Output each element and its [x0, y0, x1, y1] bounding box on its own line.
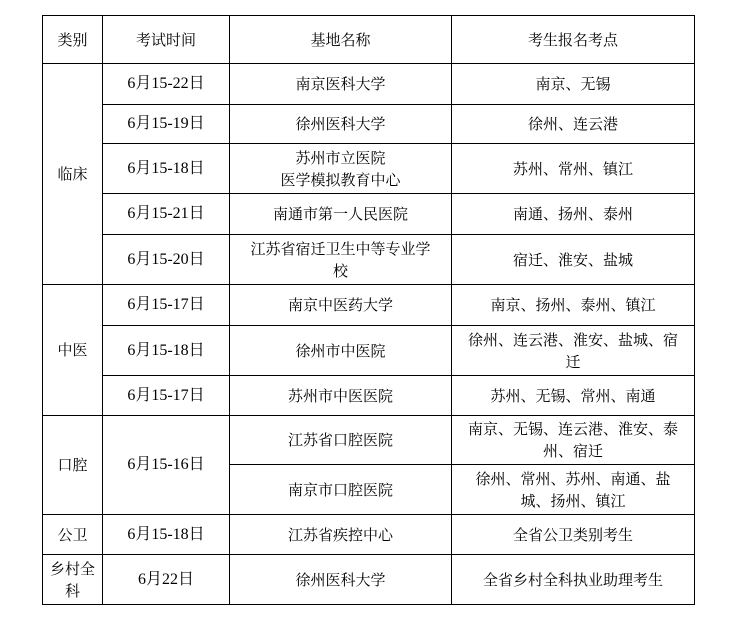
table-row [43, 144, 695, 194]
category-tcm: 中医 [43, 285, 103, 416]
table-row [43, 515, 695, 555]
exam-date: 6月15-22日 [103, 64, 230, 105]
base-name: 江苏省宿迁卫生中等专业学 校 [230, 235, 452, 285]
exam-date: 6月15-18日 [103, 515, 230, 555]
table-row [43, 105, 695, 144]
exam-date: 6月22日 [103, 555, 230, 605]
base-name: 徐州医科大学 [230, 555, 452, 605]
exam-sites: 全省乡村全科执业助理考生 [452, 555, 695, 605]
exam-schedule-table [42, 15, 695, 605]
exam-sites: 苏州、无锡、常州、南通 [452, 376, 695, 416]
exam-sites: 南通、扬州、泰州 [452, 194, 695, 235]
base-name: 南京中医药大学 [230, 285, 452, 326]
table-row [43, 376, 695, 416]
exam-date: 6月15-20日 [103, 235, 230, 285]
exam-sites: 徐州、常州、苏州、南通、盐 城、扬州、镇江 [452, 465, 695, 515]
exam-sites: 南京、无锡、连云港、淮安、泰 州、宿迁 [452, 416, 695, 465]
base-name: 江苏省口腔医院 [230, 416, 452, 465]
exam-date: 6月15-17日 [103, 285, 230, 326]
category-rural: 乡村全 科 [43, 555, 103, 605]
base-name: 南通市第一人民医院 [230, 194, 452, 235]
table-row [43, 285, 695, 326]
base-name: 苏州市中医医院 [230, 376, 452, 416]
exam-date: 6月15-19日 [103, 105, 230, 144]
exam-sites: 全省公卫类别考生 [452, 515, 695, 555]
table-row [43, 326, 695, 376]
table-row [43, 416, 695, 465]
header-category: 类别 [43, 16, 103, 64]
exam-date: 6月15-16日 [103, 416, 230, 515]
base-name: 南京医科大学 [230, 64, 452, 105]
base-name: 徐州医科大学 [230, 105, 452, 144]
header-exam-time: 考试时间 [103, 16, 230, 64]
header-base-name: 基地名称 [230, 16, 452, 64]
category-clinical: 临床 [43, 64, 103, 285]
base-name: 苏州市立医院 医学模拟教育中心 [230, 144, 452, 194]
exam-sites: 徐州、连云港 [452, 105, 695, 144]
table-row [43, 194, 695, 235]
exam-sites: 苏州、常州、镇江 [452, 144, 695, 194]
exam-sites: 南京、无锡 [452, 64, 695, 105]
exam-date: 6月15-21日 [103, 194, 230, 235]
table-row [43, 235, 695, 285]
exam-sites: 宿迁、淮安、盐城 [452, 235, 695, 285]
table-row [43, 555, 695, 605]
exam-date: 6月15-18日 [103, 326, 230, 376]
exam-date: 6月15-17日 [103, 376, 230, 416]
category-oral: 口腔 [43, 416, 103, 515]
exam-sites: 南京、扬州、泰州、镇江 [452, 285, 695, 326]
table-header-row [43, 16, 695, 64]
base-name: 徐州市中医院 [230, 326, 452, 376]
base-name: 南京市口腔医院 [230, 465, 452, 515]
category-public-health: 公卫 [43, 515, 103, 555]
exam-sites: 徐州、连云港、淮安、盐城、宿 迁 [452, 326, 695, 376]
table-row [43, 64, 695, 105]
header-exam-sites: 考生报名考点 [452, 16, 695, 64]
exam-date: 6月15-18日 [103, 144, 230, 194]
base-name: 江苏省疾控中心 [230, 515, 452, 555]
